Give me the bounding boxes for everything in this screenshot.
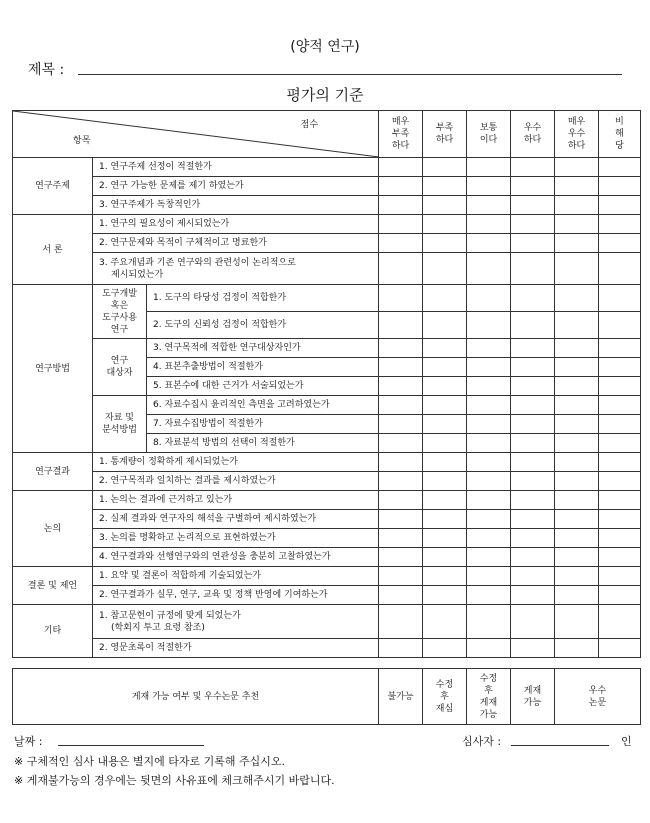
- score-cell[interactable]: [467, 234, 511, 253]
- table-row: [13, 510, 641, 529]
- score-cell[interactable]: [379, 415, 423, 434]
- criterion-item: 6. 자료수집시 윤리적인 측면을 고려하였는가: [147, 396, 379, 415]
- score-cell[interactable]: [423, 234, 467, 253]
- score-cell[interactable]: [555, 253, 599, 285]
- score-cell[interactable]: [423, 196, 467, 215]
- score-cell[interactable]: [599, 586, 641, 605]
- score-cell[interactable]: [511, 639, 555, 658]
- score-cell[interactable]: [511, 158, 555, 177]
- criterion-item: 1. 참고문헌이 규정에 맞게 되었는가 (학회지 투고 요령 참조): [93, 605, 379, 639]
- score-cell[interactable]: [467, 339, 511, 358]
- table-row: [13, 215, 641, 234]
- score-col-very-poor: 매우 부족 하다: [379, 111, 423, 158]
- score-cell[interactable]: [599, 472, 641, 491]
- score-cell[interactable]: [511, 472, 555, 491]
- score-cell[interactable]: [511, 567, 555, 586]
- criterion-item: 3. 연구목적에 적합한 연구대상자인가: [147, 339, 379, 358]
- score-cell[interactable]: [379, 196, 423, 215]
- criterion-item: 2. 연구목적과 일치하는 결과를 제시하였는가: [93, 472, 379, 491]
- score-cell[interactable]: [555, 358, 599, 377]
- score-cell[interactable]: [599, 339, 641, 358]
- score-cell[interactable]: [467, 453, 511, 472]
- score-cell[interactable]: [599, 177, 641, 196]
- category-conclusion: 결론 및 제언: [13, 567, 93, 605]
- score-cell[interactable]: [555, 510, 599, 529]
- reviewer-label: 심사자 :: [462, 735, 502, 748]
- criterion-item: 2. 연구문제와 목적이 구체적이고 명료한가: [93, 234, 379, 253]
- score-cell[interactable]: [599, 567, 641, 586]
- score-cell[interactable]: [423, 358, 467, 377]
- score-cell[interactable]: [555, 472, 599, 491]
- option-revise-review[interactable]: 수정 후 재심: [423, 669, 467, 725]
- score-cell[interactable]: [379, 472, 423, 491]
- score-cell[interactable]: [555, 177, 599, 196]
- score-cell[interactable]: [423, 415, 467, 434]
- criterion-item: 1. 연구주제 선정이 적절한가: [93, 158, 379, 177]
- score-cell[interactable]: [511, 453, 555, 472]
- score-cell[interactable]: [423, 285, 467, 312]
- score-cell[interactable]: [511, 177, 555, 196]
- score-cell[interactable]: [423, 215, 467, 234]
- criterion-item: 3. 주요개념과 기존 연구와의 관련성이 논리적으로 제시되었는가: [93, 253, 379, 285]
- category-method: 연구방법: [13, 285, 93, 453]
- score-cell[interactable]: [511, 605, 555, 639]
- criterion-item: 4. 표본추출방법이 적절한가: [147, 358, 379, 377]
- score-cell[interactable]: [379, 586, 423, 605]
- criterion-item: 3. 연구주제가 독창적인가: [93, 196, 379, 215]
- score-cell[interactable]: [379, 377, 423, 396]
- score-cell[interactable]: [467, 396, 511, 415]
- criterion-item: 1. 통계량이 정확하게 제시되었는가: [93, 453, 379, 472]
- score-cell[interactable]: [379, 158, 423, 177]
- table-row: [13, 548, 641, 567]
- category-results: 연구결과: [13, 453, 93, 491]
- score-cell[interactable]: [555, 234, 599, 253]
- score-cell[interactable]: [599, 491, 641, 510]
- table-row: [13, 158, 641, 177]
- diagonal-header-cell: [13, 111, 379, 158]
- score-col-na: 비 해 당: [599, 111, 641, 158]
- criterion-item: 2. 연구 가능한 문제를 제기 하였는가: [93, 177, 379, 196]
- score-cell[interactable]: [423, 396, 467, 415]
- table-header-row: [13, 111, 641, 158]
- score-cell[interactable]: [599, 285, 641, 312]
- table-row: [13, 472, 641, 491]
- score-cell[interactable]: [555, 453, 599, 472]
- criterion-item: 2. 실제 결과와 연구자의 해석을 구별하여 제시하였는가: [93, 510, 379, 529]
- score-cell[interactable]: [423, 312, 467, 339]
- score-cell[interactable]: [467, 358, 511, 377]
- score-cell[interactable]: [511, 434, 555, 453]
- score-col-average: 보통 이다: [467, 111, 511, 158]
- score-cell[interactable]: [555, 285, 599, 312]
- score-cell[interactable]: [467, 215, 511, 234]
- score-cell[interactable]: [555, 312, 599, 339]
- score-cell[interactable]: [555, 548, 599, 567]
- score-cell[interactable]: [599, 605, 641, 639]
- score-cell[interactable]: [599, 548, 641, 567]
- score-cell[interactable]: [599, 529, 641, 548]
- option-excellent[interactable]: 우수 논문: [555, 669, 641, 725]
- score-cell[interactable]: [379, 253, 423, 285]
- score-cell[interactable]: [423, 377, 467, 396]
- score-cell[interactable]: [599, 639, 641, 658]
- score-cell[interactable]: [511, 548, 555, 567]
- category-intro: 서 론: [13, 215, 93, 285]
- diagonal-line: [13, 111, 379, 157]
- footnote-2: ※ 게재불가능의 경우에는 뒷면의 사유표에 체크해주시기 바랍니다.: [14, 774, 335, 787]
- score-cell[interactable]: [467, 415, 511, 434]
- seal-label: 인: [621, 735, 632, 748]
- score-cell[interactable]: [467, 434, 511, 453]
- title-input-line[interactable]: [78, 74, 622, 75]
- subcategory-analysis: 자료 및 분석방법: [93, 396, 147, 453]
- score-cell[interactable]: [379, 358, 423, 377]
- score-cell[interactable]: [511, 196, 555, 215]
- score-cell[interactable]: [379, 396, 423, 415]
- subcategory-instrument: 도구개발 혹은 도구사용 연구: [93, 285, 147, 339]
- score-cell[interactable]: [555, 415, 599, 434]
- form-subtitle: (양적 연구): [290, 39, 360, 55]
- score-cell[interactable]: [379, 605, 423, 639]
- table-row: [13, 605, 641, 639]
- score-col-poor: 부족 하다: [423, 111, 467, 158]
- date-label: 날짜 :: [14, 735, 43, 748]
- score-cell[interactable]: [379, 639, 423, 658]
- score-cell[interactable]: [467, 510, 511, 529]
- score-cell[interactable]: [599, 434, 641, 453]
- score-col-excellent: 매우 우수 하다: [555, 111, 599, 158]
- score-cell[interactable]: [599, 234, 641, 253]
- score-cell[interactable]: [511, 396, 555, 415]
- score-cell[interactable]: [423, 158, 467, 177]
- table-row: [13, 491, 641, 510]
- score-cell[interactable]: [555, 396, 599, 415]
- score-cell[interactable]: [511, 377, 555, 396]
- item-header-label: 항목: [73, 136, 91, 146]
- score-cell[interactable]: [599, 396, 641, 415]
- evaluation-table: [12, 110, 641, 658]
- score-cell[interactable]: [379, 491, 423, 510]
- score-cell[interactable]: [555, 339, 599, 358]
- table-row: [13, 196, 641, 215]
- recommendation-table: [12, 668, 641, 725]
- score-cell[interactable]: [423, 434, 467, 453]
- score-cell[interactable]: [467, 639, 511, 658]
- date-input-line[interactable]: [58, 745, 204, 746]
- score-cell[interactable]: [511, 312, 555, 339]
- table-row: [13, 453, 641, 472]
- criterion-item: 4. 연구결과와 선행연구와의 연관성을 충분히 고찰하였는가: [93, 548, 379, 567]
- score-cell[interactable]: [511, 358, 555, 377]
- criterion-item: 2. 연구결과가 실무, 연구, 교육 및 정책 반영에 기여하는가: [93, 586, 379, 605]
- criterion-item: 2. 도구의 신뢰성 검정이 적합한가: [147, 312, 379, 339]
- score-cell[interactable]: [555, 639, 599, 658]
- criterion-item: 7. 자료수집방법이 적절한가: [147, 415, 379, 434]
- score-cell[interactable]: [467, 586, 511, 605]
- criteria-heading: 평가의 기준: [286, 86, 364, 104]
- score-cell[interactable]: [599, 510, 641, 529]
- score-cell[interactable]: [379, 567, 423, 586]
- score-cell[interactable]: [599, 415, 641, 434]
- score-cell[interactable]: [599, 196, 641, 215]
- score-cell[interactable]: [379, 453, 423, 472]
- criterion-item: 1. 도구의 타당성 검정이 적합한가: [147, 285, 379, 312]
- score-cell[interactable]: [423, 472, 467, 491]
- score-cell[interactable]: [423, 567, 467, 586]
- footnote-1: ※ 구체적인 심사 내용은 별지에 타자로 기록해 주십시오.: [14, 755, 285, 768]
- option-publish[interactable]: 게재 가능: [511, 669, 555, 725]
- score-cell[interactable]: [467, 377, 511, 396]
- score-cell[interactable]: [379, 312, 423, 339]
- criterion-item: 8. 자료분석 방법의 선택이 적절한가: [147, 434, 379, 453]
- score-cell[interactable]: [379, 177, 423, 196]
- score-cell[interactable]: [599, 158, 641, 177]
- score-cell[interactable]: [379, 234, 423, 253]
- score-cell[interactable]: [467, 548, 511, 567]
- score-cell[interactable]: [423, 253, 467, 285]
- score-cell[interactable]: [379, 339, 423, 358]
- option-revise-publish[interactable]: 수정 후 게재 가능: [467, 669, 511, 725]
- criterion-item: 1. 논의는 결과에 근거하고 있는가: [93, 491, 379, 510]
- score-cell[interactable]: [467, 177, 511, 196]
- score-cell[interactable]: [511, 415, 555, 434]
- score-cell[interactable]: [599, 358, 641, 377]
- score-cell[interactable]: [511, 529, 555, 548]
- criterion-item: 3. 논의를 명확하고 논리적으로 표현하였는가: [93, 529, 379, 548]
- score-cell[interactable]: [555, 567, 599, 586]
- score-cell[interactable]: [467, 605, 511, 639]
- score-cell[interactable]: [423, 548, 467, 567]
- score-cell[interactable]: [423, 453, 467, 472]
- score-cell[interactable]: [423, 639, 467, 658]
- score-cell[interactable]: [467, 491, 511, 510]
- category-discussion: 논의: [13, 491, 93, 567]
- score-cell[interactable]: [423, 177, 467, 196]
- table-row: [13, 253, 641, 285]
- score-cell[interactable]: [379, 434, 423, 453]
- score-cell[interactable]: [467, 158, 511, 177]
- score-cell[interactable]: [467, 567, 511, 586]
- reviewer-input-line[interactable]: [511, 745, 609, 746]
- table-row: [13, 586, 641, 605]
- table-row: [13, 285, 641, 312]
- score-cell[interactable]: [379, 548, 423, 567]
- subcategory-subjects: 연구 대상자: [93, 339, 147, 396]
- score-cell[interactable]: [555, 196, 599, 215]
- score-cell[interactable]: [423, 529, 467, 548]
- score-cell[interactable]: [511, 586, 555, 605]
- score-cell[interactable]: [511, 339, 555, 358]
- score-cell[interactable]: [379, 529, 423, 548]
- score-cell[interactable]: [511, 285, 555, 312]
- score-cell[interactable]: [423, 510, 467, 529]
- score-cell[interactable]: [599, 312, 641, 339]
- recommendation-label: 게재 가능 여부 및 우수논문 추천: [13, 669, 379, 725]
- score-cell[interactable]: [379, 285, 423, 312]
- score-header-label: 점수: [300, 120, 319, 130]
- score-cell[interactable]: [555, 586, 599, 605]
- score-cell[interactable]: [599, 453, 641, 472]
- score-cell[interactable]: [467, 196, 511, 215]
- table-row: [13, 529, 641, 548]
- score-cell[interactable]: [379, 215, 423, 234]
- score-cell[interactable]: [511, 215, 555, 234]
- score-cell[interactable]: [379, 510, 423, 529]
- score-cell[interactable]: [555, 605, 599, 639]
- table-row: [13, 639, 641, 658]
- score-col-good: 우수 하다: [511, 111, 555, 158]
- table-row: [13, 396, 641, 415]
- score-cell[interactable]: [467, 529, 511, 548]
- score-cell[interactable]: [423, 586, 467, 605]
- score-cell[interactable]: [599, 215, 641, 234]
- score-cell[interactable]: [467, 253, 511, 285]
- table-row: [13, 567, 641, 586]
- score-cell[interactable]: [555, 491, 599, 510]
- score-cell[interactable]: [423, 605, 467, 639]
- title-label: 제목 :: [28, 62, 65, 78]
- score-cell[interactable]: [467, 285, 511, 312]
- score-cell[interactable]: [511, 491, 555, 510]
- category-topic: 연구주제: [13, 158, 93, 215]
- score-cell[interactable]: [511, 253, 555, 285]
- score-cell[interactable]: [555, 215, 599, 234]
- score-cell[interactable]: [423, 339, 467, 358]
- table-row: [13, 234, 641, 253]
- criterion-item: 2. 영문초록이 적절한가: [93, 639, 379, 658]
- criterion-item: 1. 연구의 필요성이 제시되었는가: [93, 215, 379, 234]
- score-cell[interactable]: [467, 472, 511, 491]
- score-cell[interactable]: [511, 234, 555, 253]
- criterion-item: 5. 표본수에 대한 근거가 서술되었는가: [147, 377, 379, 396]
- score-cell[interactable]: [511, 510, 555, 529]
- score-cell[interactable]: [467, 312, 511, 339]
- score-cell[interactable]: [555, 377, 599, 396]
- score-cell[interactable]: [599, 377, 641, 396]
- score-cell[interactable]: [555, 158, 599, 177]
- score-cell[interactable]: [555, 434, 599, 453]
- score-cell[interactable]: [599, 253, 641, 285]
- score-cell[interactable]: [555, 529, 599, 548]
- recommendation-row: [13, 669, 641, 725]
- score-cell[interactable]: [423, 491, 467, 510]
- category-etc: 기타: [13, 605, 93, 658]
- table-row: [13, 339, 641, 358]
- criterion-item: 1. 요약 및 결론이 적합하게 기술되었는가: [93, 567, 379, 586]
- table-row: [13, 177, 641, 196]
- option-reject[interactable]: 불가능: [379, 669, 423, 725]
